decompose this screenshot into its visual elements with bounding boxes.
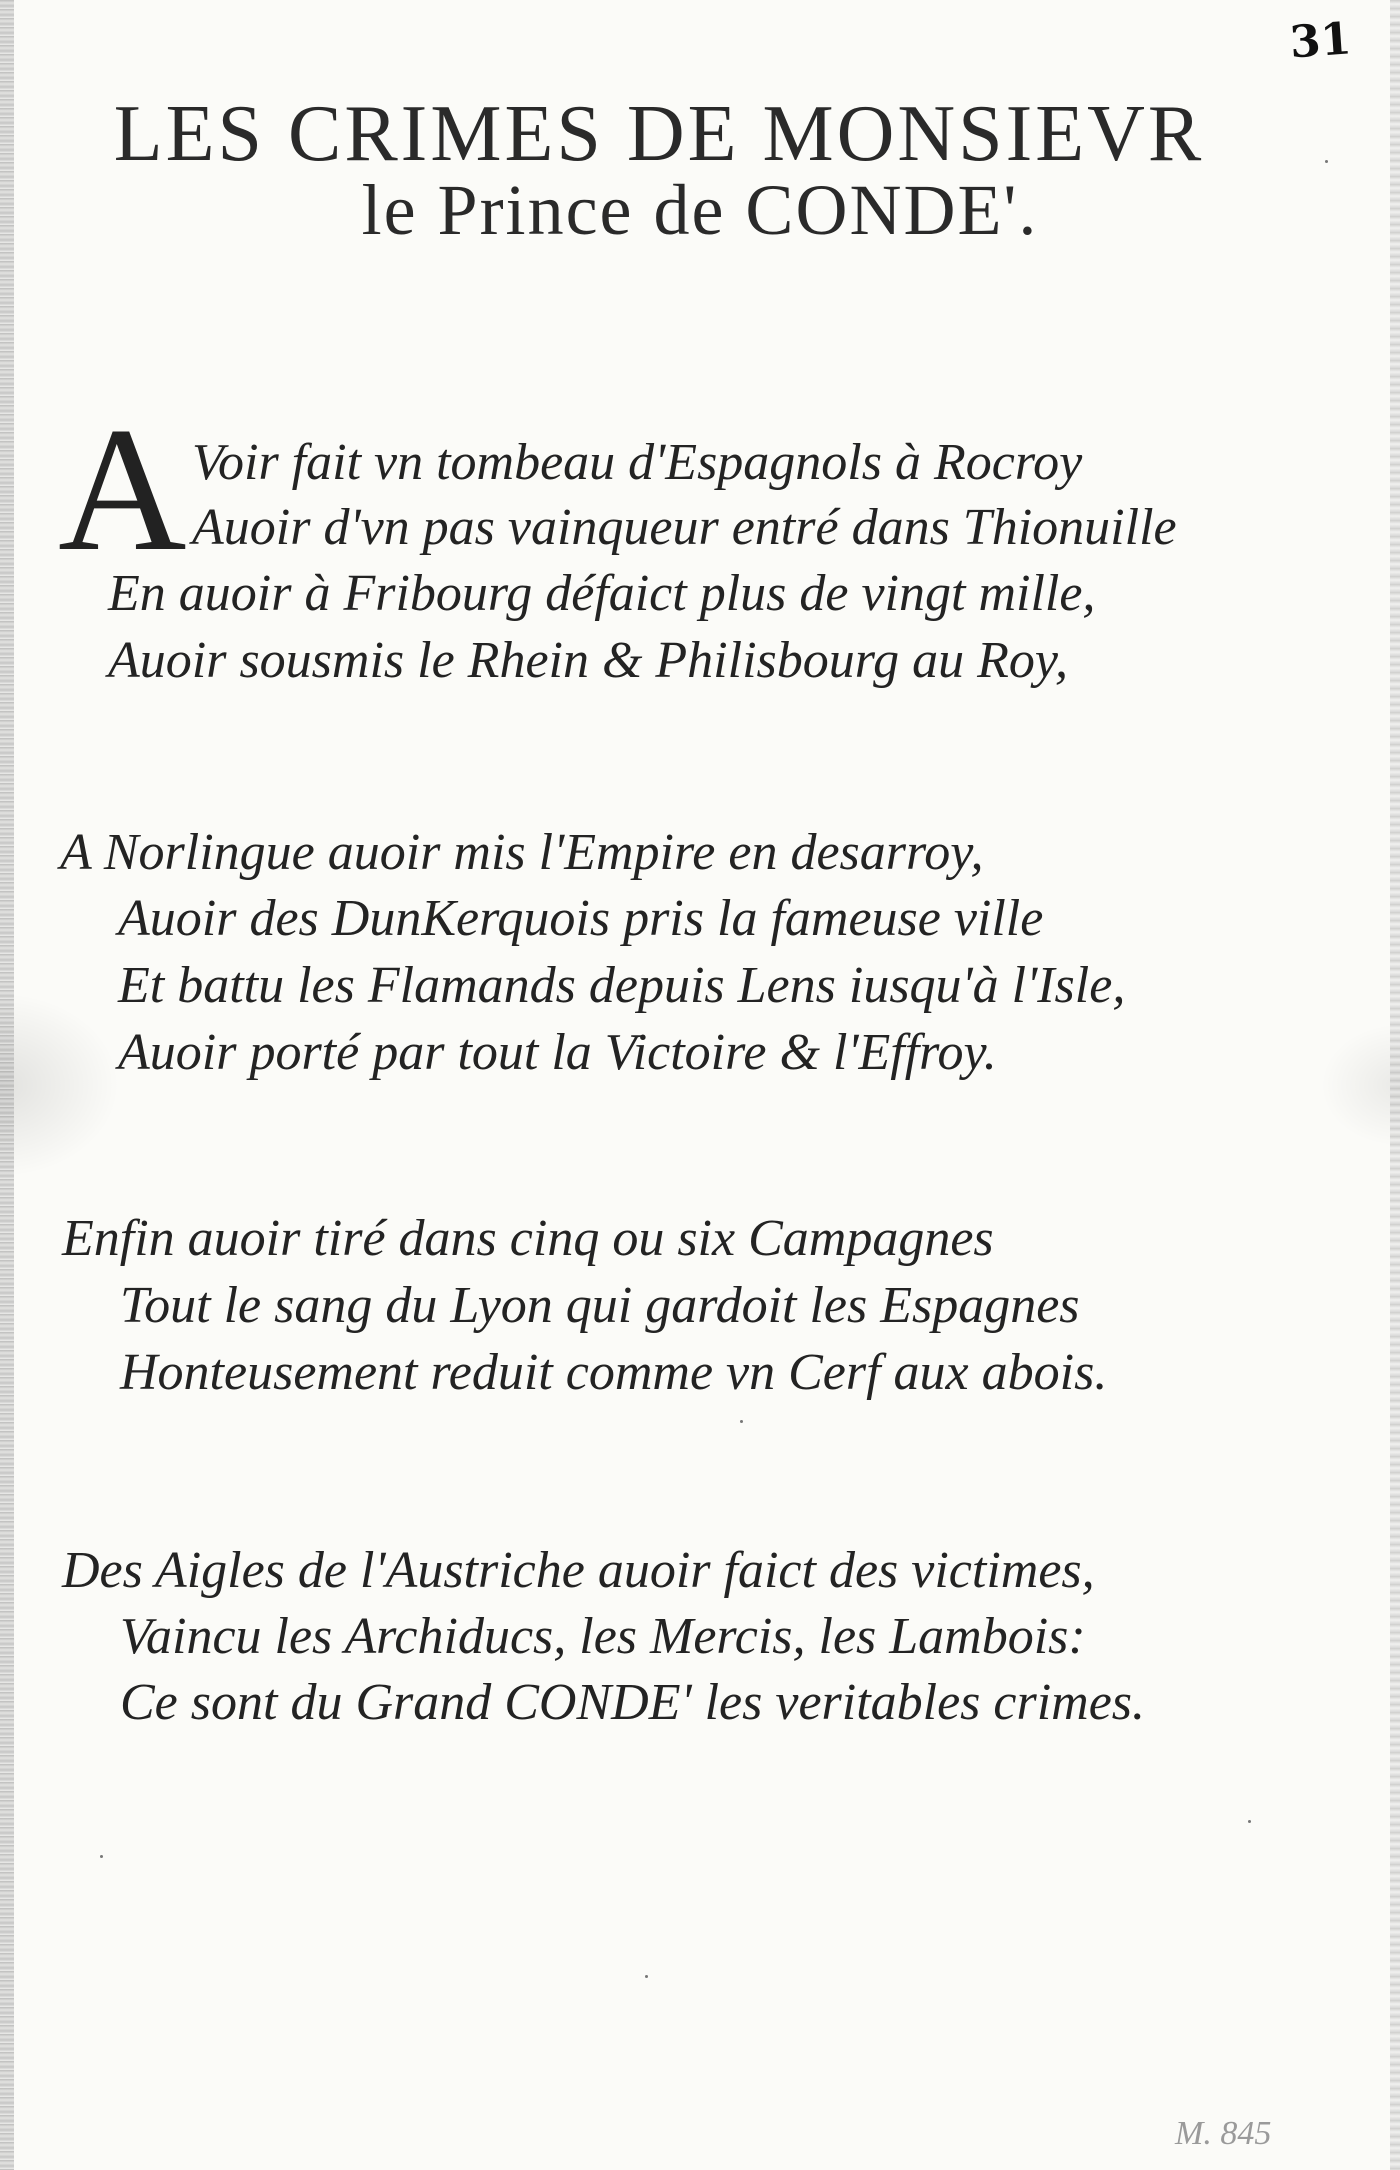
print-speck: [1325, 160, 1328, 163]
verse-line: A Norlingue auoir mis l'Empire en desarroy,: [60, 824, 984, 881]
verse-line: Vaincu les Archiducs, les Mercis, les Lambois:: [120, 1608, 1086, 1665]
title-line-2: le Prince de CONDE'.: [361, 170, 1039, 250]
print-speck: [645, 1975, 648, 1978]
verse-line: Et battu les Flamands depuis Lens iusqu'à l'Isle,: [118, 957, 1126, 1014]
print-speck: [740, 1420, 743, 1423]
folio-number: 31: [1288, 13, 1353, 69]
verse-line: Auoir porté par tout la Victoire & l'Effroy.: [118, 1024, 997, 1081]
verse-line: Auoir sousmis le Rhein & Philisbourg au Roy,: [108, 632, 1069, 689]
page-edge-right: [1390, 0, 1400, 2170]
verse-line: Auoir d'vn pas vainqueur entré dans Thionuille: [192, 499, 1177, 556]
verse-line: En auoir à Fribourg défaict plus de vingt mille,: [108, 565, 1096, 622]
binding-shadow-left: [0, 0, 14, 2170]
verse-line: Des Aigles de l'Austriche auoir faict des victimes,: [62, 1542, 1095, 1599]
title-line-1: LES CRIMES DE MONSIEVR: [113, 90, 1205, 178]
verse-line: Voir fait vn tombeau d'Espagnols à Rocroy: [192, 434, 1083, 491]
print-speck: [100, 1855, 103, 1858]
verse-line: Ce sont du Grand CONDE' les veritables crimes.: [120, 1674, 1146, 1731]
print-speck: [1248, 1820, 1251, 1823]
verse-line: Honteusement reduit comme vn Cerf aux abois.: [120, 1344, 1108, 1401]
shelfmark: M. 845: [1175, 2115, 1272, 2152]
verse-line: Tout le sang du Lyon qui gardoit les Espagnes: [120, 1277, 1080, 1334]
drop-cap: A: [58, 390, 187, 588]
verse-line: Enfin auoir tiré dans cinq ou six Campagnes: [62, 1210, 994, 1267]
verse-line: Auoir des DunKerquois pris la fameuse ville: [118, 890, 1044, 947]
